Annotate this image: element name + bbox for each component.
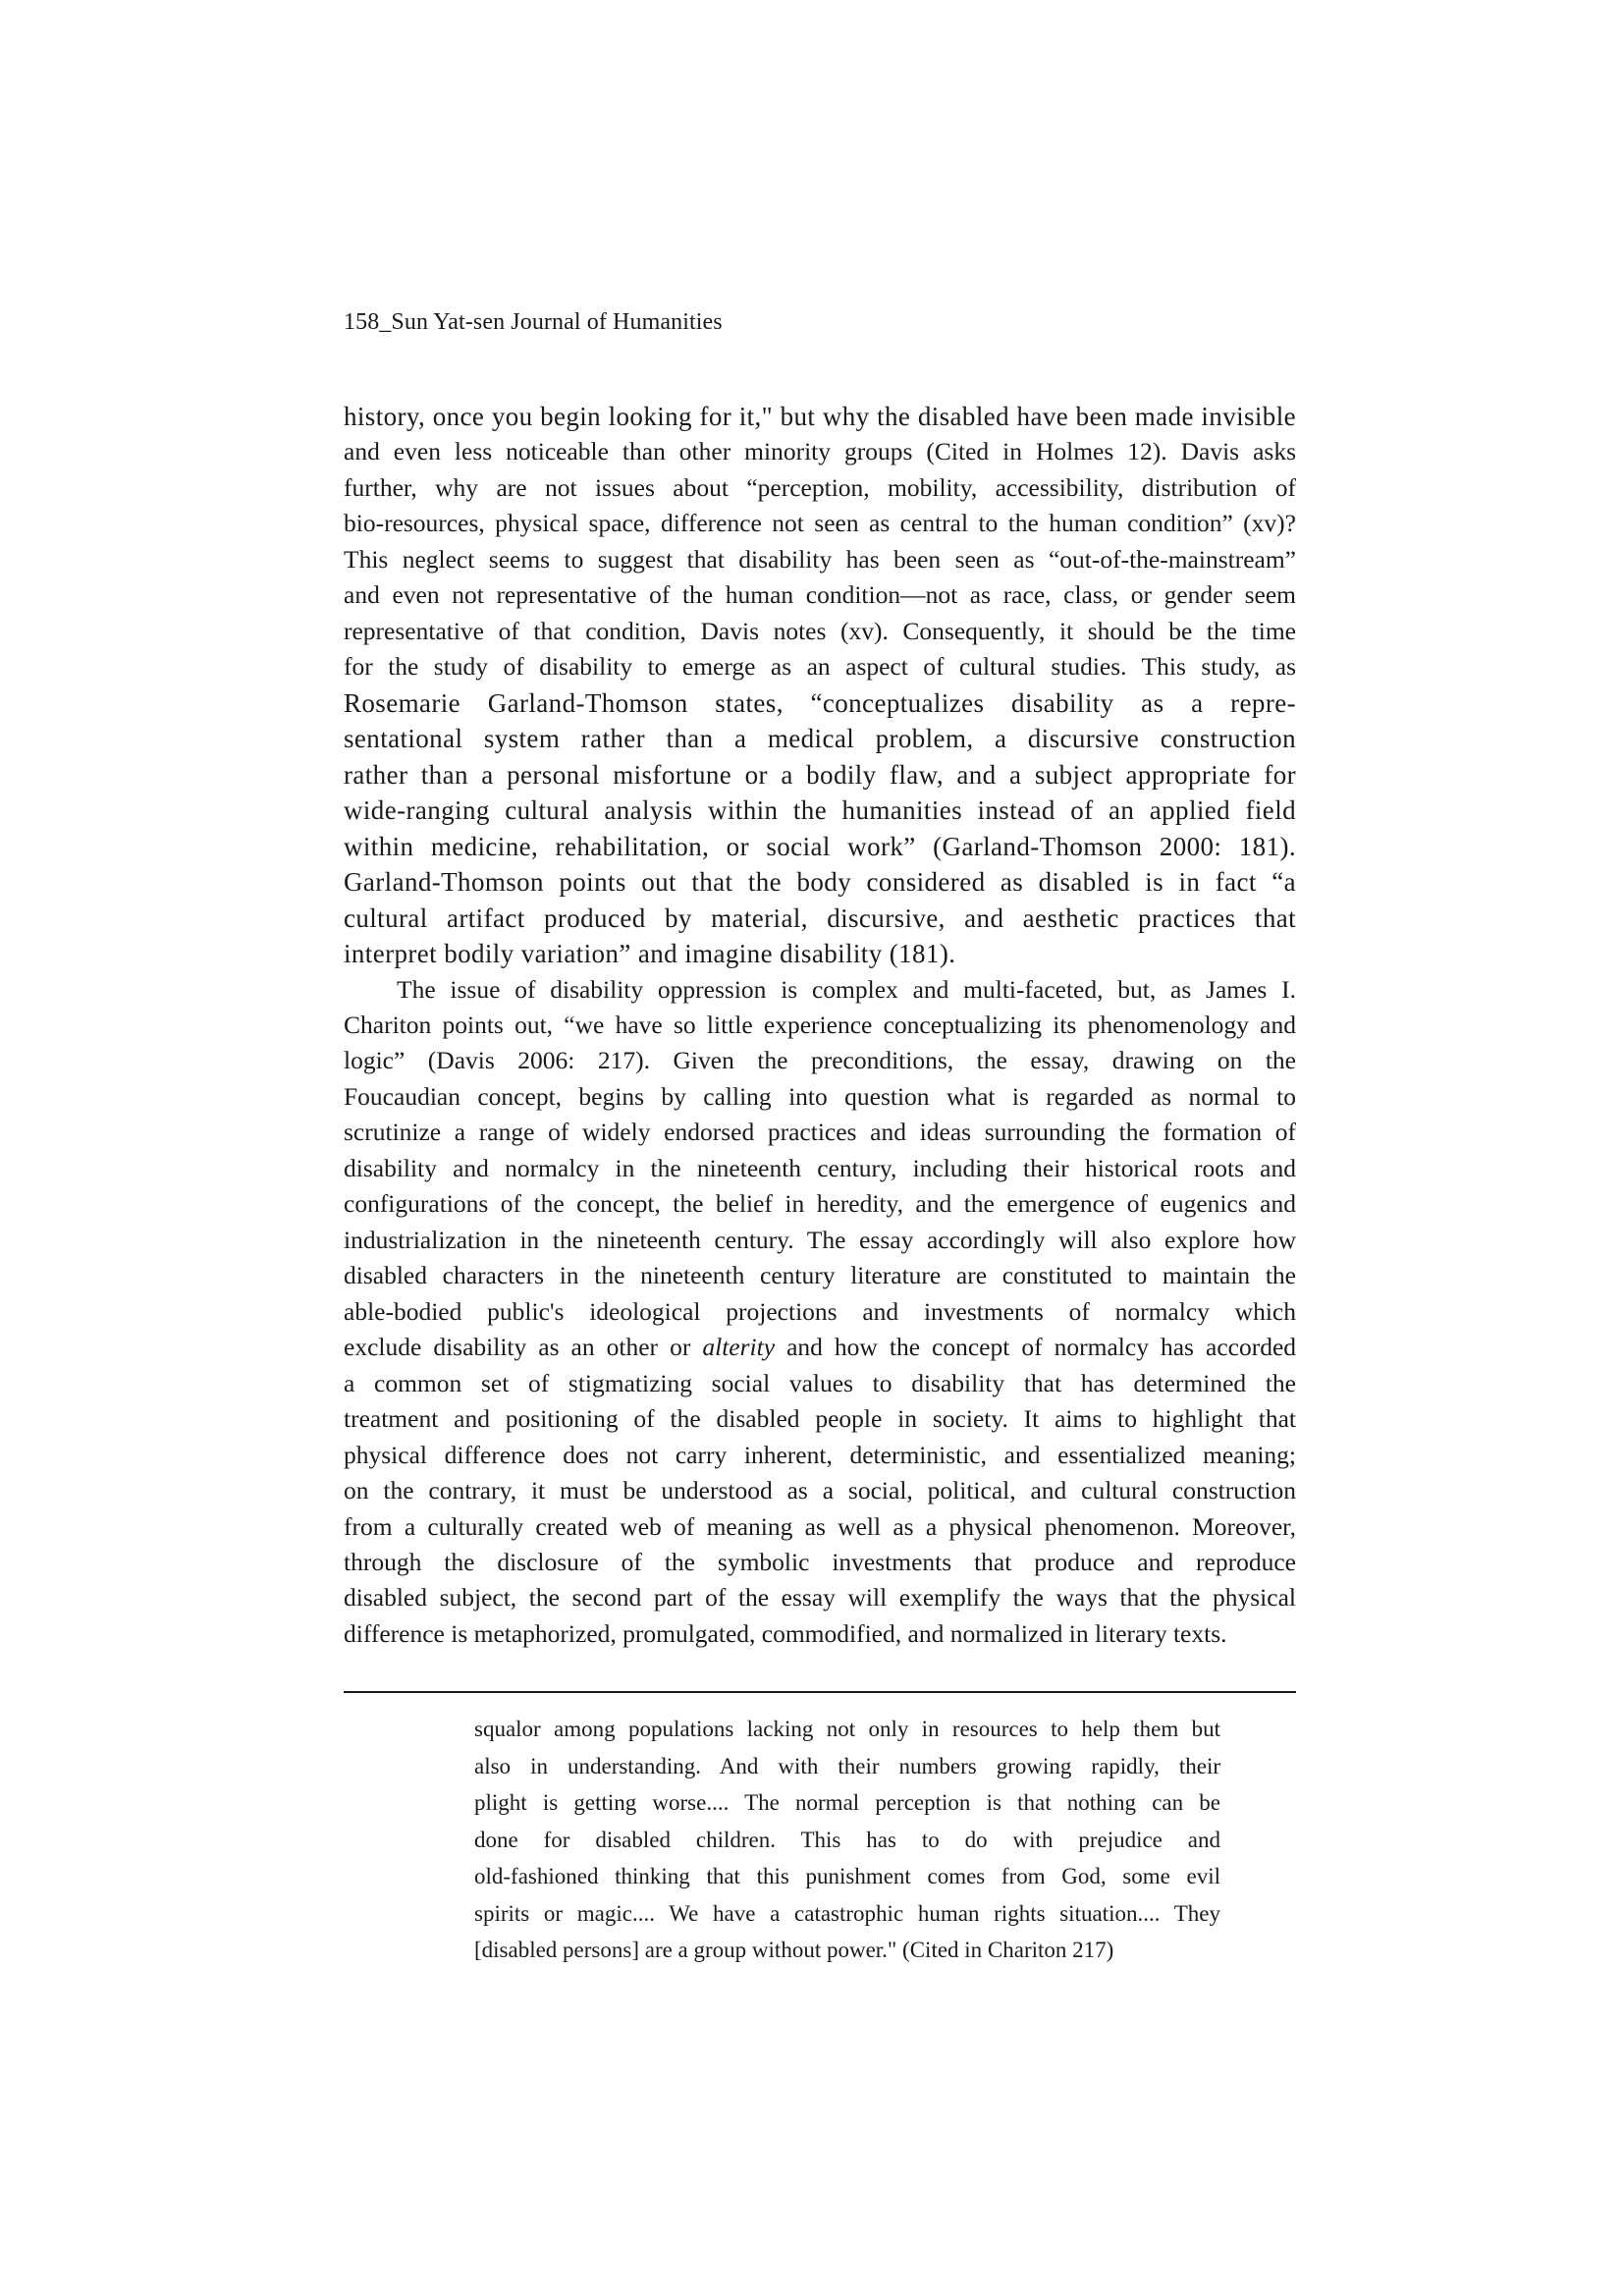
text-line: industrialization in the nineteenth century. The essay accordingly will also explore how: [344, 1225, 1296, 1254]
text-line: This neglect seems to suggest that disability has been seen as “out-of-the-mainstream”: [344, 544, 1296, 574]
text-line: history, once you begin looking for it," but why the disabled have been made invisible: [344, 402, 1296, 431]
text-line: bio-resources, physical space, difference not seen as central to the human condition” (xv)?: [344, 509, 1296, 538]
text-line: disability and normalcy in the nineteenth century, including their historical roots and: [344, 1153, 1296, 1182]
text-line: further, why are not issues about “perception, mobility, accessibility, distribution of: [344, 472, 1296, 502]
text-line: rather than a personal misfortune or a bodily flaw, and a subject appropriate for: [344, 759, 1296, 790]
text-line: on the contrary, it must be understood as a social, political, and cultural construction: [344, 1476, 1296, 1505]
footnote-line: spirits or magic.... We have a catastrophic human rights situation.... They: [474, 1900, 1220, 1926]
text-line: Chariton points out, “we have so little experience conceptualizing its phenomenology and: [344, 1010, 1296, 1039]
footnote-divider: [344, 1691, 1296, 1693]
footnote-line: [disabled persons] are a group without power." (Cited in Chariton 217): [474, 1938, 1114, 1962]
running-head: 158_Sun Yat-sen Journal of Humanities: [344, 309, 723, 335]
text-line: disabled characters in the nineteenth century literature are constituted to maintain the: [344, 1261, 1296, 1290]
main-text: [344, 399, 1296, 1652]
footnote-line: plight is getting worse.... The normal perception is that nothing can be: [474, 1790, 1220, 1815]
text-line: disabled subject, the second part of the essay will exemplify the ways that the physical: [344, 1583, 1296, 1613]
text-line: Rosemarie Garland-Thomson states, “conceptualizes disability as a repre-: [344, 687, 1296, 718]
text-line: representative of that condition, Davis notes (xv). Consequently, it should be the time: [344, 616, 1296, 645]
text-line: sentational system rather than a medical problem, a discursive construction: [344, 724, 1296, 754]
footnote-line: squalor among populations lacking not only in resources to help them but: [474, 1717, 1220, 1741]
footnote-line: old-fashioned thinking that this punishment comes from God, some evil: [474, 1864, 1220, 1888]
text-line: treatment and positioning of the disabled people in society. It aims to highlight that: [344, 1404, 1296, 1434]
text-line: scrutinize a range of widely endorsed practices and ideas surrounding the formation of: [344, 1118, 1296, 1147]
italic-term: alterity: [702, 1333, 776, 1362]
text-line: Foucaudian concept, begins by calling into question what is regarded as normal to: [344, 1081, 1296, 1111]
text-line: a common set of stigmatizing social values to disability that has determined the: [344, 1368, 1296, 1397]
text-line: and even not representative of the human condition—not as race, class, or gender seem: [344, 580, 1296, 610]
text-line: able-bodied public's ideological projections and investments of normalcy which: [344, 1296, 1296, 1326]
text-line: within medicine, rehabilitation, or social work” (Garland-Thomson 2000: 181).: [344, 831, 1296, 861]
text-line: through the disclosure of the symbolic investments that produce and reproduce: [344, 1548, 1296, 1576]
text-line: for the study of disability to emerge as an aspect of cultural studies. This study, as: [344, 652, 1296, 682]
text-line: configurations of the concept, the belief in heredity, and the emergence of eugenics and: [344, 1189, 1296, 1219]
text-line: difference is metaphorized, promulgated, commodified, and normalized in literary texts.: [344, 1618, 1227, 1648]
footnote-block: [474, 1711, 1220, 1969]
text-segment: exclude disability as an other or: [344, 1333, 691, 1362]
text-line: [344, 1330, 1296, 1365]
text-line: and even less noticeable than other minority groups (Cited in Holmes 12). Davis asks: [344, 437, 1296, 466]
text-line: logic” (Davis 2006: 217). Given the preconditions, the essay, drawing on the: [344, 1046, 1296, 1075]
text-line: wide-ranging cultural analysis within the humanities instead of an applied field: [344, 795, 1296, 826]
text-line: from a culturally created web of meaning as well as a physical phenomenon. Moreover,: [344, 1511, 1296, 1541]
text-line: physical difference does not carry inherent, deterministic, and essentialized meaning;: [344, 1440, 1296, 1469]
text-line: interpret bodily variation” and imagine disability (181).: [344, 939, 956, 969]
text-line: The issue of disability oppression is complex and multi-faceted, but, as James I.: [397, 974, 1296, 1004]
footnote-line: done for disabled children. This has to do with prejudice and: [474, 1827, 1220, 1852]
text-segment: and how the concept of normalcy has accorded: [786, 1333, 1297, 1362]
text-line: Garland-Thomson points out that the body considered as disabled is in fact “a: [344, 867, 1296, 898]
text-line: cultural artifact produced by material, discursive, and aesthetic practices that: [344, 902, 1296, 933]
footnote-line: also in understanding. And with their numbers growing rapidly, their: [474, 1753, 1220, 1778]
